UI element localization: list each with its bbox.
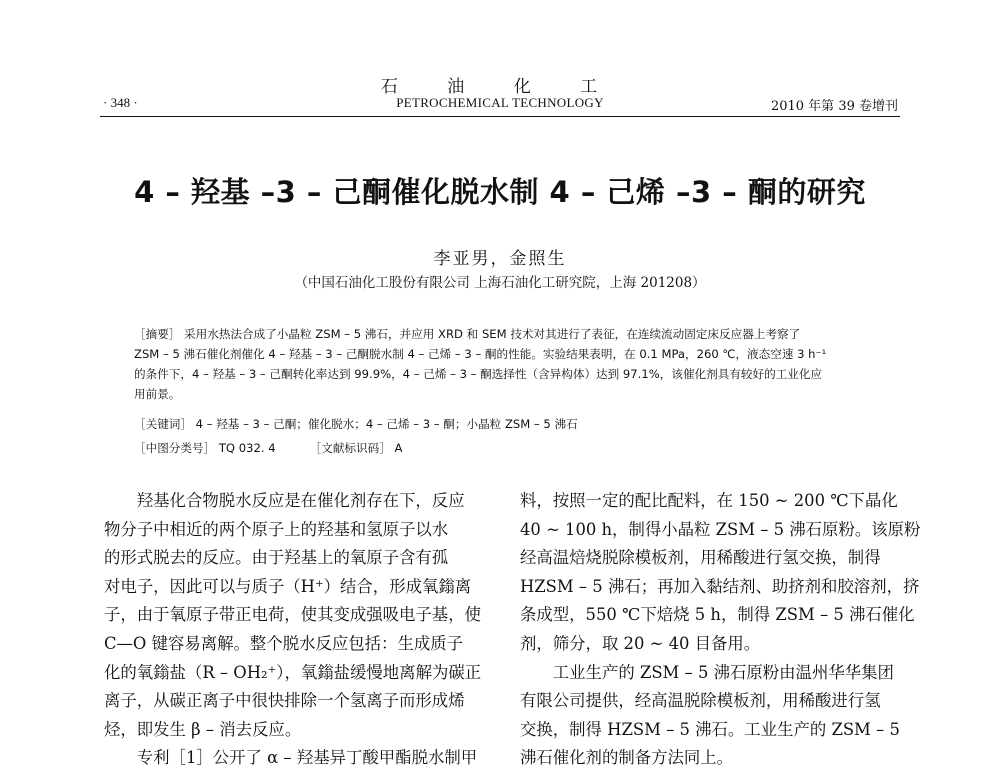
body-line: 离子，从碳正离子中很快排除一个氢离子而形成烯 (104, 691, 465, 711)
journal-name-english: PETROCHEMICAL TECHNOLOGY (396, 95, 604, 110)
header-rule (100, 116, 900, 117)
issue-info: 2010 年第 39 卷增刊 (770, 99, 898, 114)
body-line: 物分子中相近的两个原子上的羟基和氢原子以水 (104, 519, 449, 539)
article-title: 4 – 羟基 –3 – 己酮催化脱水制 4 – 己烯 –3 – 酮的研究 (134, 175, 866, 209)
abstract (134, 324, 874, 404)
journal-name-chinese: 石 油 化 工 (380, 77, 620, 97)
body-column-right (520, 487, 921, 773)
abstract-line: 的条件下，4 – 羟基 – 3 – 己酮转化率达到 99.9%，4 – 己烯 – 3 – 酮选择性（含异构体）达到 97.1%，该催化剂具有较好的工业化应 (134, 367, 823, 381)
body-line: 羟基化合物脱水反应是在催化剂存在下，反应 (104, 491, 465, 510)
abstract-line: 用前景。 (134, 387, 181, 401)
page-number: · 348 · (103, 95, 138, 110)
body-line: 经高温焙烧脱除模板剂，用稀酸进行氢交换，制得 (520, 548, 881, 568)
body-line: 料，按照一定的配比配料，在 150 ~ 200 ℃下晶化 (520, 491, 898, 510)
body-line: 40 ~ 100 h，制得小晶粒 ZSM – 5 沸石原粉。该原粉 (520, 519, 921, 539)
body-line: 沸石催化剂的制备方法同上。 (520, 748, 734, 768)
classification (134, 438, 874, 458)
body-line: 工业生产的 ZSM – 5 沸石原粉由温州华华集团 (520, 662, 894, 682)
body-column-left (104, 487, 482, 773)
body-line: 交换，制得 HZSM – 5 沸石。工业生产的 ZSM – 5 (520, 719, 900, 739)
body-line: 有限公司提供，经高温脱除模板剂，用稀酸进行氢 (520, 691, 881, 711)
body-line: 专利［1］公开了 α – 羟基异丁酸甲酯脱水制甲 (104, 748, 478, 768)
body-line: 对电子，因此可以与质子（H⁺）结合，形成氧鎓离 (104, 576, 472, 596)
body-line: 子，由于氧原子带正电荷，使其变成强吸电子基，使 (104, 605, 481, 625)
body-line: 烃，即发生 β – 消去反应。 (104, 719, 302, 739)
document-code: ［文献标识码］ A (309, 441, 403, 455)
body-line: 化的氧鎓盐（R – OH₂⁺），氧鎓盐缓慢地离解为碳正 (104, 662, 482, 682)
body-line: C—O 键容易离解。整个脱水反应包括：生成质子 (104, 633, 463, 653)
author-affiliation: （中国石油化工股份有限公司 上海石油化工研究院，上海 201208） (294, 275, 706, 291)
abstract-line: ［摘要］ 采用水热法合成了小晶粒 ZSM – 5 沸石，并应用 XRD 和 SEM 技术对其进行了表征，在连续流动固定床反应器上考察了 (134, 327, 801, 341)
keywords: ［关键词］ 4 – 羟基 – 3 – 己酮；催化脱水；4 – 己烯 – 3 – 酮；小晶粒 ZSM – 5 沸石 (134, 417, 578, 431)
body-line: 剂，筛分，取 20 ~ 40 目备用。 (520, 633, 761, 653)
body-line: HZSM – 5 沸石；再加入黏结剂、助挤剂和胶溶剂，挤 (520, 576, 920, 596)
body-line: 条成型，550 ℃下焙烧 5 h，制得 ZSM – 5 沸石催化 (520, 605, 915, 625)
article-authors: 李亚男，金照生 (433, 249, 567, 269)
abstract-line: ZSM – 5 沸石催化剂催化 4 – 羟基 – 3 – 己酮脱水制 4 – 己烯 – 3 – 酮的性能。实验结果表明，在 0.1 MPa，260 ℃，液态空速 3 h⁻¹ (134, 347, 827, 361)
class-number: ［中图分类号］ TQ 032. 4 (134, 441, 276, 455)
body-line: 的形式脱去的反应。由于羟基上的氧原子含有孤 (104, 548, 449, 568)
